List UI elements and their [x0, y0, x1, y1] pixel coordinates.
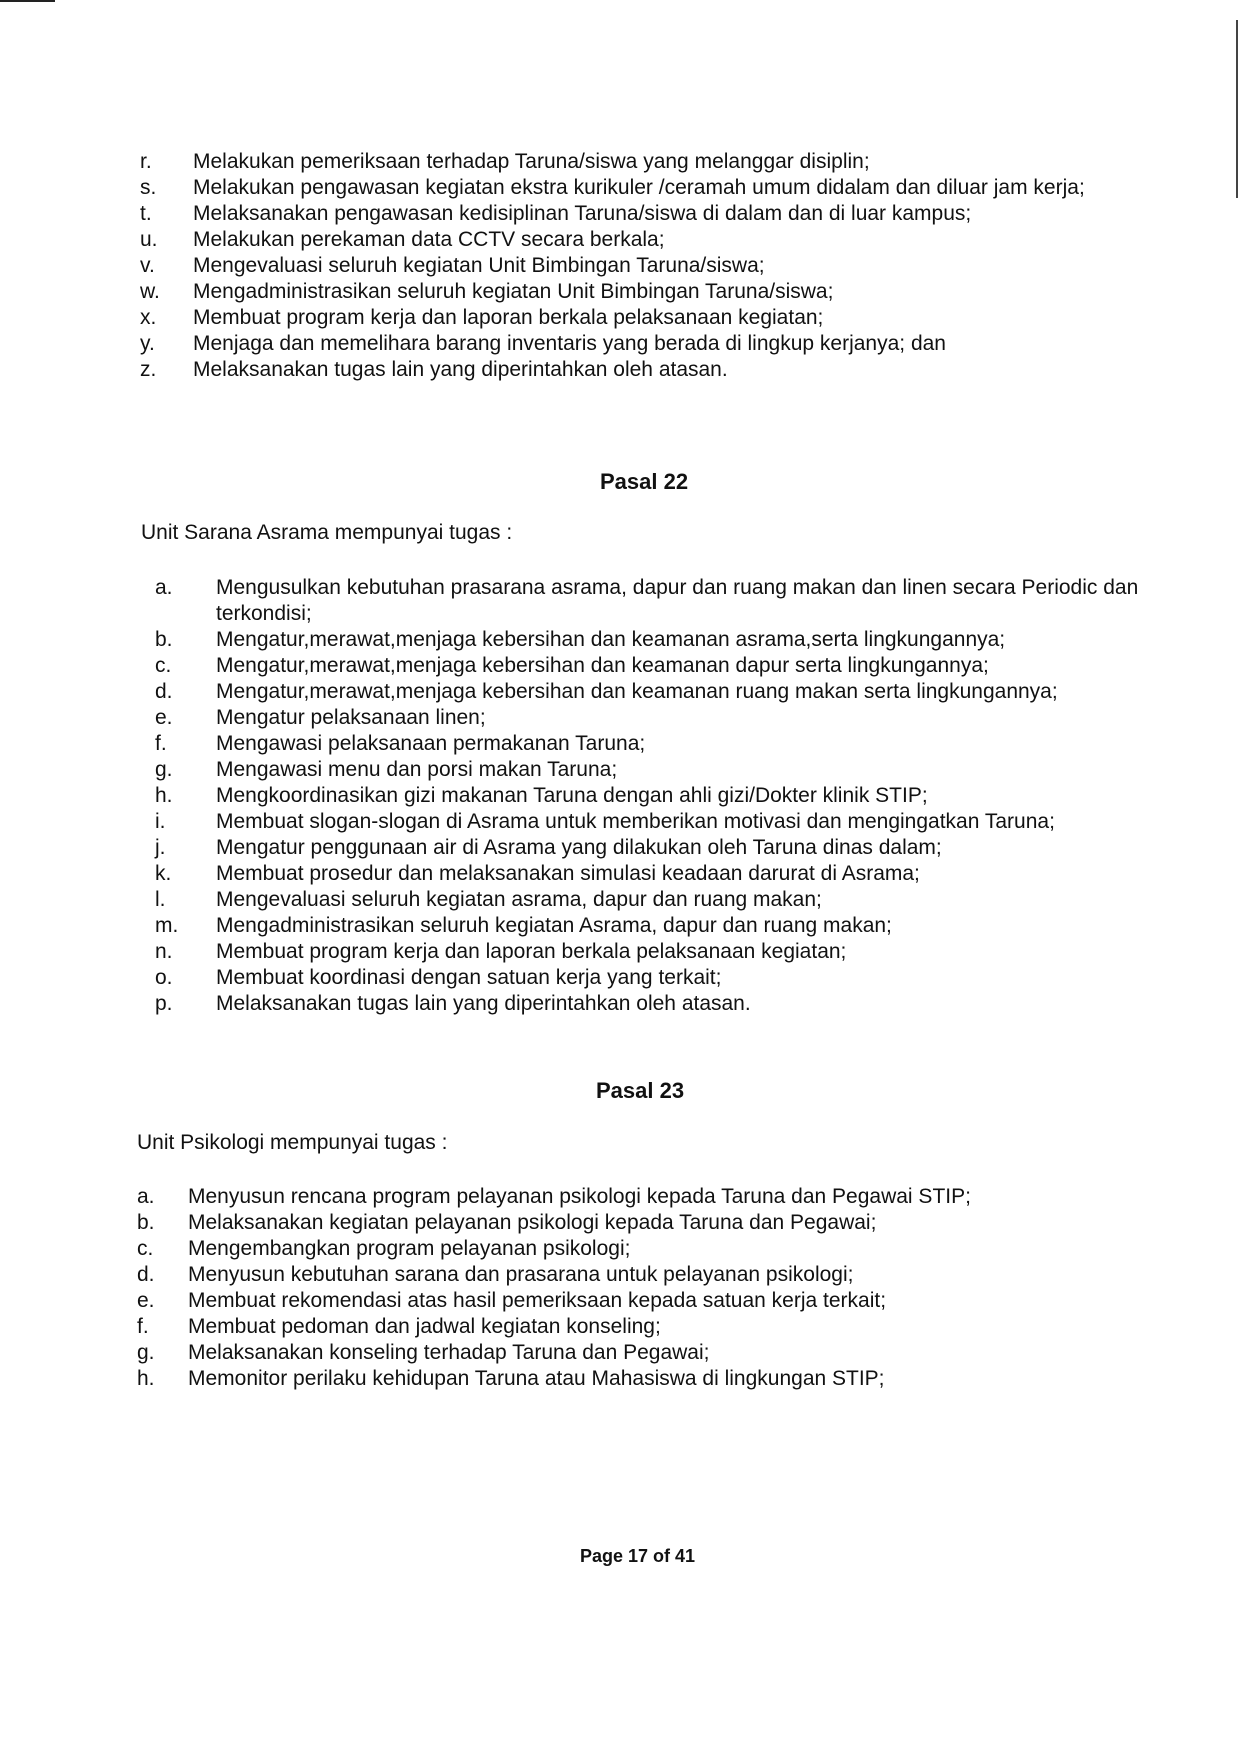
- list-item: [137, 1236, 1147, 1262]
- list-item-text: Melaksanakan tugas lain yang diperintahkan oleh atasan.: [193, 358, 728, 381]
- list-item-letter: g.: [137, 1341, 155, 1364]
- list-item-text: Mengatur,merawat,menjaga kebersihan dan keamanan asrama,serta lingkungannya;: [216, 628, 1006, 651]
- list-item-letter: g.: [155, 758, 173, 781]
- list-item: [155, 705, 1155, 731]
- list-item-letter: e.: [155, 706, 173, 729]
- scan-edge-mark: [0, 0, 55, 2]
- list-item-letter: k.: [155, 862, 172, 885]
- list-item-text: Mengusulkan kebutuhan prasarana asrama, dapur dan ruang makan dan linen secara Periodic dan terkondisi;: [216, 576, 1139, 625]
- list-item-letter: r.: [140, 150, 152, 173]
- list-item-text: Mengawasi pelaksanaan permakanan Taruna;: [216, 732, 646, 755]
- list-item: [137, 1262, 1147, 1288]
- list-item: [140, 305, 1155, 331]
- list-item-text: Menjaga dan memelihara barang inventaris yang berada di lingkup kerjanya; dan: [193, 332, 946, 355]
- pasal-22-intro: Unit Sarana Asrama mempunyai tugas :: [141, 521, 513, 544]
- list-item: [140, 253, 1155, 279]
- list-item: [140, 201, 1155, 227]
- list-item-letter: n.: [155, 940, 173, 963]
- list-item-text: Melakukan pemeriksaan terhadap Taruna/siswa yang melanggar disiplin;: [193, 150, 870, 173]
- pasal-22-task-list: [155, 575, 1155, 1017]
- list-item: [140, 175, 1155, 201]
- pasal-23-heading: Pasal 23: [596, 1078, 685, 1103]
- list-item-text: Melaksanakan konseling terhadap Taruna dan Pegawai;: [188, 1341, 710, 1364]
- list-item-text: Menyusun rencana program pelayanan psikologi kepada Taruna dan Pegawai STIP;: [188, 1185, 971, 1208]
- list-item-letter: i.: [155, 810, 166, 833]
- list-item-text: Melakukan perekaman data CCTV secara berkala;: [193, 228, 665, 251]
- pasal-22-heading: Pasal 22: [600, 469, 689, 494]
- list-item-text: Mengadministrasikan seluruh kegiatan Unit Bimbingan Taruna/siswa;: [193, 280, 834, 303]
- list-item-text: Melaksanakan pengawasan kedisiplinan Taruna/siswa di dalam dan di luar kampus;: [193, 202, 972, 225]
- list-item-text: Membuat koordinasi dengan satuan kerja yang terkait;: [216, 966, 722, 989]
- list-item-text: Menyusun kebutuhan sarana dan prasarana untuk pelayanan psikologi;: [188, 1263, 854, 1286]
- list-item: [155, 653, 1155, 679]
- list-item-text: Mengembangkan program pelayanan psikologi;: [188, 1237, 631, 1260]
- list-item-letter: t.: [140, 202, 152, 225]
- list-item-letter: d.: [137, 1263, 155, 1286]
- list-item-letter: m.: [155, 914, 179, 937]
- list-item-text: Mengawasi menu dan porsi makan Taruna;: [216, 758, 618, 781]
- list-item: [155, 835, 1155, 861]
- list-item-letter: a.: [137, 1185, 155, 1208]
- list-item-letter: d.: [155, 680, 173, 703]
- list-item-letter: w.: [140, 280, 160, 303]
- list-item: [140, 227, 1155, 253]
- list-item-letter: h.: [137, 1367, 155, 1390]
- list-item-letter: h.: [155, 784, 173, 807]
- pasal-23-task-list: [137, 1184, 1147, 1392]
- list-item: [155, 783, 1155, 809]
- list-item-text: Mengevaluasi seluruh kegiatan Unit Bimbingan Taruna/siswa;: [193, 254, 765, 277]
- page-number: Page 17 of 41: [580, 1546, 696, 1566]
- list-item-letter: l.: [155, 888, 166, 911]
- list-item: [137, 1184, 1147, 1210]
- list-item-letter: z.: [140, 358, 157, 381]
- list-item-letter: b.: [155, 628, 173, 651]
- list-item-text: Membuat prosedur dan melaksanakan simulasi keadaan darurat di Asrama;: [216, 862, 920, 885]
- list-item: [155, 965, 1155, 991]
- list-item: [155, 939, 1155, 965]
- list-item-letter: e.: [137, 1289, 155, 1312]
- list-item-text: Membuat rekomendasi atas hasil pemeriksaan kepada satuan kerja terkait;: [188, 1289, 887, 1312]
- list-item-text: Melaksanakan tugas lain yang diperintahkan oleh atasan.: [216, 992, 751, 1015]
- list-item: [137, 1366, 1147, 1392]
- list-item-text: Melaksanakan kegiatan pelayanan psikologi kepada Taruna dan Pegawai;: [188, 1211, 877, 1234]
- scan-edge-line: [1236, 20, 1238, 198]
- list-item: [137, 1288, 1147, 1314]
- list-item: [155, 887, 1155, 913]
- list-item-letter: s.: [140, 176, 157, 199]
- list-item-letter: j.: [155, 836, 166, 859]
- list-item-text: Melakukan pengawasan kegiatan ekstra kurikuler /ceramah umum didalam dan diluar jam kerja;: [193, 176, 1085, 199]
- list-item-letter: f.: [155, 732, 167, 755]
- list-item-text: Mengatur,merawat,menjaga kebersihan dan keamanan ruang makan serta lingkungannya;: [216, 680, 1058, 703]
- list-item-text: Membuat program kerja dan laporan berkala pelaksanaan kegiatan;: [216, 940, 847, 963]
- list-item-text: Mengadministrasikan seluruh kegiatan Asrama, dapur dan ruang makan;: [216, 914, 892, 937]
- list-item: [155, 575, 1155, 627]
- pasal-23-intro: Unit Psikologi mempunyai tugas :: [137, 1131, 448, 1154]
- list-item-letter: p.: [155, 992, 173, 1015]
- list-item-letter: o.: [155, 966, 173, 989]
- list-item-letter: y.: [140, 332, 155, 355]
- list-item: [137, 1210, 1147, 1236]
- list-item: [155, 991, 1155, 1017]
- list-item-letter: a.: [155, 576, 173, 599]
- list-item-text: Membuat pedoman dan jadwal kegiatan konseling;: [188, 1315, 661, 1338]
- pasal-21-task-list: [140, 149, 1155, 383]
- list-item: [155, 913, 1155, 939]
- list-item-text: Membuat slogan-slogan di Asrama untuk memberikan motivasi dan mengingatkan Taruna;: [216, 810, 1055, 833]
- list-item: [155, 731, 1155, 757]
- list-item-text: Memonitor perilaku kehidupan Taruna atau Mahasiswa di lingkungan STIP;: [188, 1367, 885, 1390]
- list-item-letter: u.: [140, 228, 158, 251]
- list-item-text: Membuat program kerja dan laporan berkala pelaksanaan kegiatan;: [193, 306, 824, 329]
- list-item: [155, 627, 1155, 653]
- list-item-letter: c.: [137, 1237, 154, 1260]
- list-item: [155, 809, 1155, 835]
- list-item: [155, 679, 1155, 705]
- list-item-letter: c.: [155, 654, 172, 677]
- list-item-text: Mengatur penggunaan air di Asrama yang dilakukan oleh Taruna dinas dalam;: [216, 836, 942, 859]
- list-item-letter: x.: [140, 306, 157, 329]
- list-item-text: Mengatur,merawat,menjaga kebersihan dan keamanan dapur serta lingkungannya;: [216, 654, 989, 677]
- list-item: [140, 149, 1155, 175]
- list-item-text: Mengkoordinasikan gizi makanan Taruna dengan ahli gizi/Dokter klinik STIP;: [216, 784, 928, 807]
- list-item-letter: b.: [137, 1211, 155, 1234]
- list-item-letter: v.: [140, 254, 155, 277]
- list-item: [137, 1340, 1147, 1366]
- list-item-letter: f.: [137, 1315, 149, 1338]
- list-item: [137, 1314, 1147, 1340]
- list-item-text: Mengatur pelaksanaan linen;: [216, 706, 486, 729]
- list-item: [155, 757, 1155, 783]
- list-item: [140, 331, 1155, 357]
- list-item-text: Mengevaluasi seluruh kegiatan asrama, dapur dan ruang makan;: [216, 888, 822, 911]
- list-item: [155, 861, 1155, 887]
- list-item: [140, 357, 1155, 383]
- list-item: [140, 279, 1155, 305]
